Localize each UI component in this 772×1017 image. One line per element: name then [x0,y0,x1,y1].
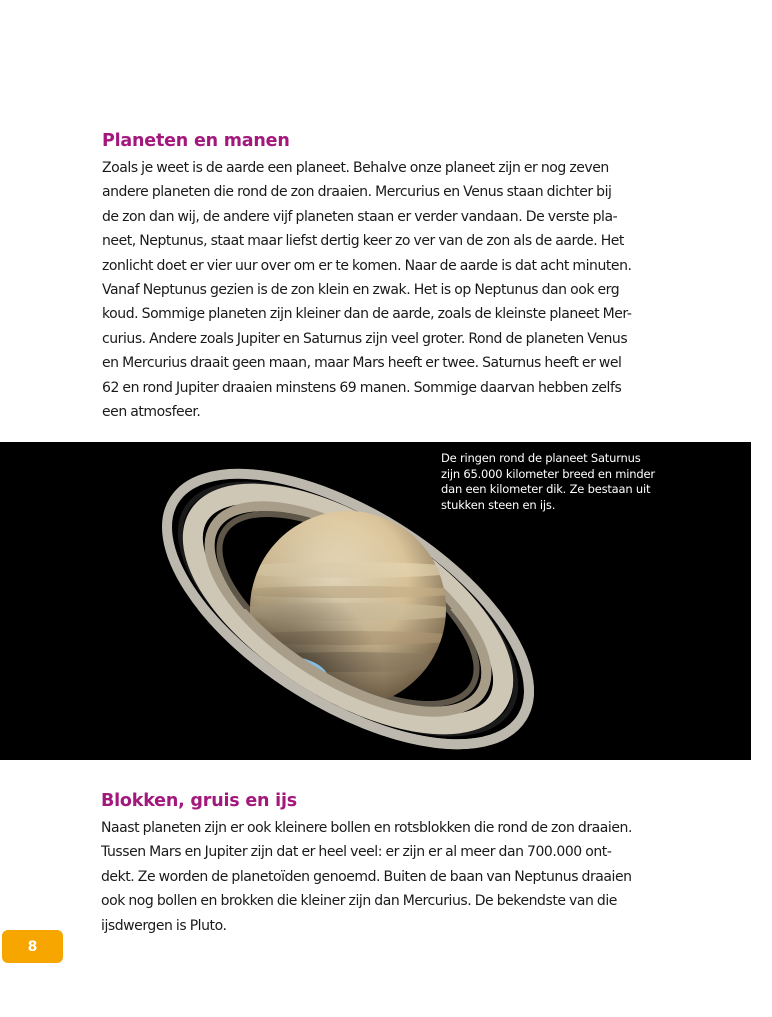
caption-line: dan een kilometer dik. Ze bestaan uit [441,482,651,496]
caption-line: De ringen rond de planeet Saturnus [441,451,641,465]
text-line: neet, Neptunus, staat maar liefst dertig keer zo ver van de zon als de aarde. Het [102,233,624,250]
photo-caption [441,451,681,513]
text-line: Zoals je weet is de aarde een planeet. Behalve onze planeet zijn er nog zeven [102,160,609,176]
paragraph-planets [102,156,664,424]
section-heading-debris: Blokken, gruis en ijs [101,791,297,811]
planet-bands [228,511,468,707]
text-line: Naast planeten zijn er ook kleinere bollen en rotsblokken die rond de zon draaien. [101,820,632,836]
page-number-badge [2,930,63,963]
text-line: andere planeten die rond de zon draaien. Mercurius en Venus staan dichter bij [102,184,612,201]
text-line: dekt. Ze worden de planetoïden genoemd. Buiten de baan van Neptunus draaien [101,868,632,885]
text-line: Tussen Mars en Jupiter zijn dat er heel veel: er zijn er al meer dan 700.000 ont- [101,844,612,861]
caption-line: zijn 65.000 kilometer breed en minder [441,466,655,481]
text-line: koud. Sommige planeten zijn kleiner dan de aarde, zoals de kleinste planeet Mer- [102,306,632,323]
text-line: curius. Andere zoals Jupiter en Saturnus zijn veel groter. Rond de planeten Venus [102,330,628,347]
text-line: en Mercurius draait geen maan, maar Mars heeft er twee. Saturnus heeft er wel [102,355,622,372]
section-heading-planets: Planeten en manen [102,131,290,151]
paragraph-debris [101,816,663,938]
page-number: 8 [27,938,38,955]
text-line: ijsdwergen is Pluto. [101,917,227,934]
text-line: Vanaf Neptunus gezien is de zon klein en zwak. Het is op Neptunus dan ook erg [102,282,620,299]
text-line: zonlicht doet er vier uur over om er te komen. Naar de aarde is dat acht minuten. [102,257,632,274]
text-line: ook nog bollen en brokken die kleiner zijn dan Mercurius. De bekendste van die [101,893,617,910]
text-line: de zon dan wij, de andere vijf planeten staan er verder vandaan. De verste pla- [102,208,618,225]
text-line: een atmosfeer. [102,404,201,421]
text-line: 62 en rond Jupiter draaien minstens 69 manen. Sommige daarvan hebben zelfs [102,379,622,396]
caption-line: stukken steen en ijs. [441,497,556,512]
